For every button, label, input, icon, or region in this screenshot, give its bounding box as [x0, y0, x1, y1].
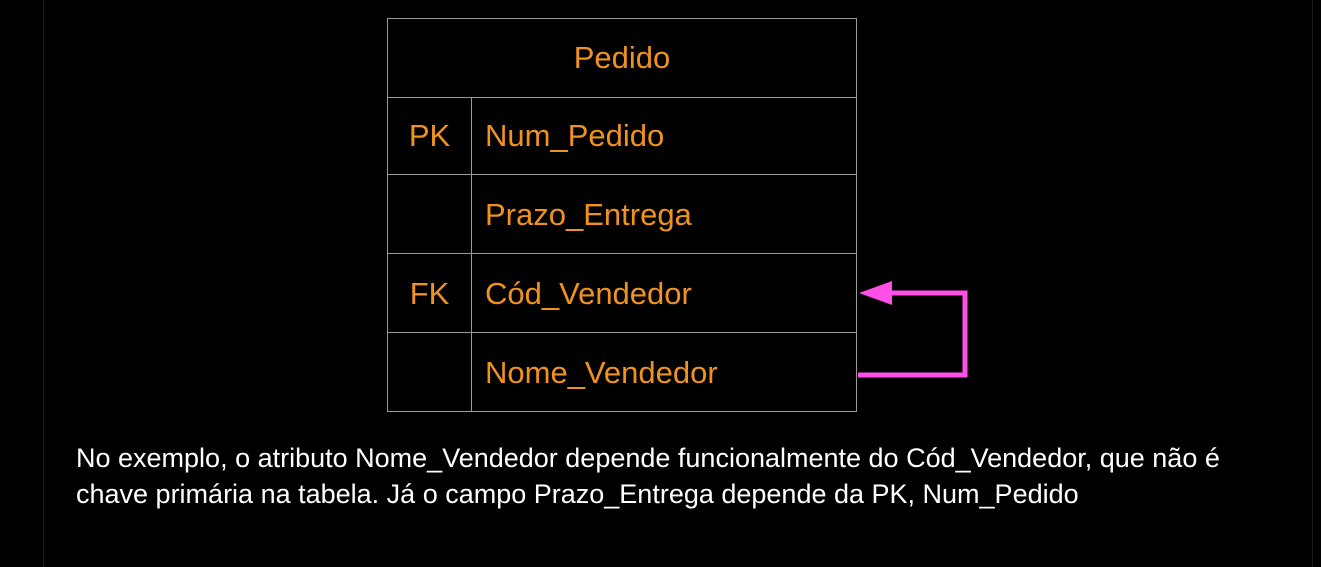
dependency-arrow — [850, 270, 980, 390]
attribute-num-pedido: Num_Pedido — [485, 117, 665, 153]
entity-title: Pedido — [388, 19, 856, 98]
key-cell-fk: FK — [409, 275, 450, 311]
key-cell-pk: PK — [408, 117, 451, 153]
dependency-arrow-line — [858, 293, 965, 375]
left-edge-rule — [43, 0, 44, 567]
entity-row-num-pedido — [388, 97, 856, 175]
entity-table-pedido — [387, 18, 857, 412]
caption-text: No exemplo, o atributo Nome_Vendedor depende funcionalmente do Cód_Vendedor, que não é chave primária na tabela. Já o campo Prazo_Entrega depende da PK, Num_Pedido — [76, 443, 1220, 509]
dependency-arrow-head — [859, 281, 892, 305]
key-cell-empty — [388, 334, 471, 411]
entity-row-cod-vendedor — [388, 255, 856, 333]
right-edge-rule — [1312, 0, 1313, 567]
key-column-divider — [471, 97, 472, 411]
attribute-nome-vendedor: Nome_Vendedor — [485, 354, 718, 390]
attribute-prazo-entrega: Prazo_Entrega — [485, 196, 692, 232]
key-cell-empty — [388, 176, 471, 253]
entity-row-nome-vendedor — [388, 334, 856, 411]
attribute-cod-vendedor: Cód_Vendedor — [485, 275, 692, 311]
entity-row-prazo-entrega — [388, 176, 856, 254]
